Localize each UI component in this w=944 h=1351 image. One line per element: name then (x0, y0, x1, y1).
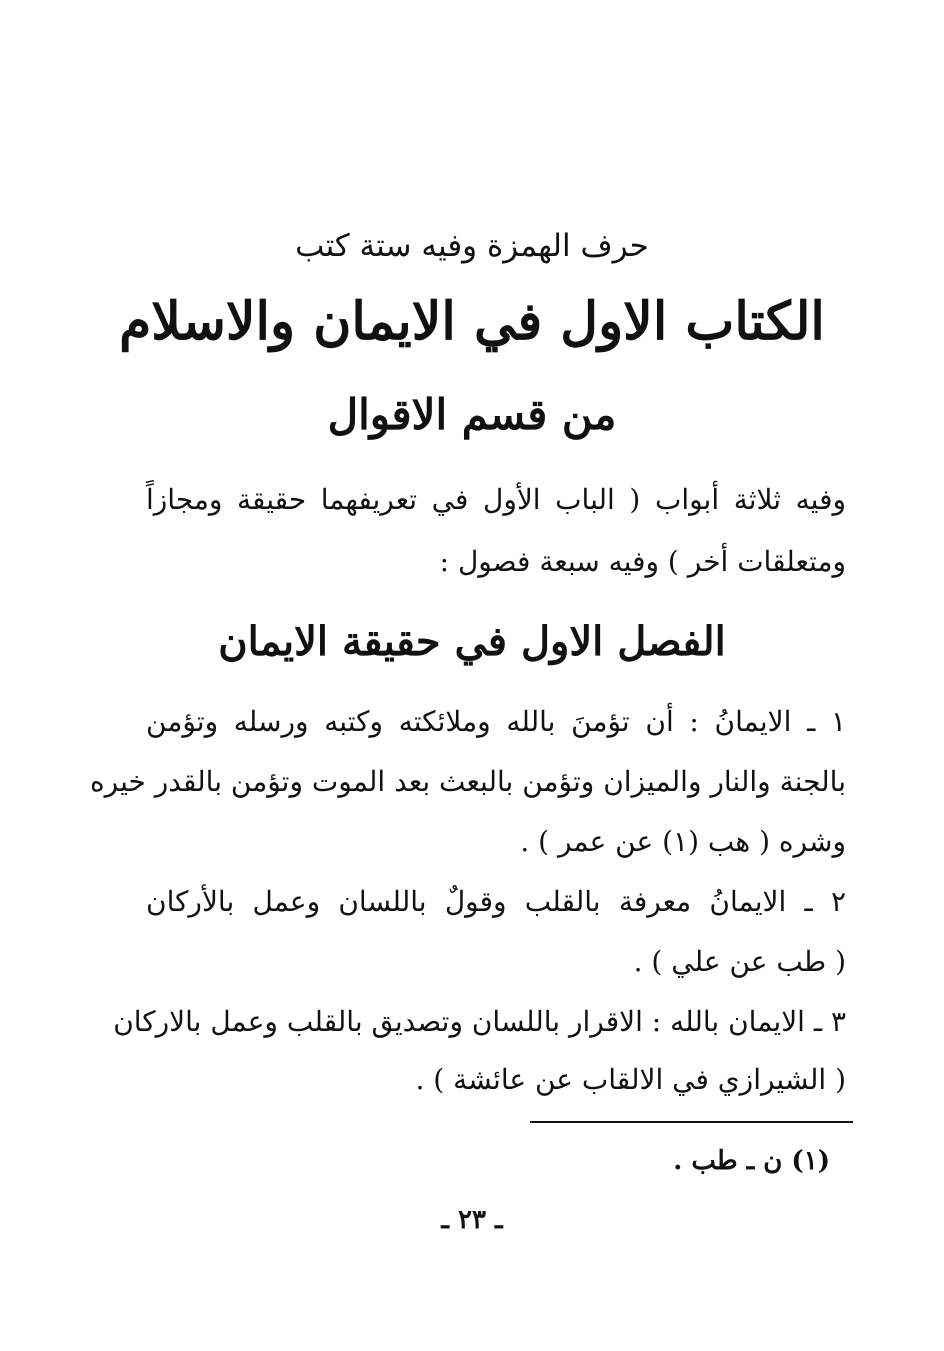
item-1-line-1: ١ ـ الايمانُ : أن تؤمنَ بالله وملائكته وكتبه ورسله وتؤمن (146, 705, 846, 738)
letter-subtitle: حرف الهمزة وفيه ستة كتب (295, 228, 649, 264)
intro-line-1: وفيه ثلاثة أبواب ( الباب الأول في تعريفهما حقيقة ومجازاً (146, 483, 846, 516)
footnote-divider (530, 1121, 853, 1123)
chapter-heading: الفصل الاول في حقيقة الايمان (218, 618, 726, 665)
item-3-line-1: ٣ ـ الايمان بالله : الاقرار باللسان وتصديق بالقلب وعمل بالاركان (113, 1005, 846, 1038)
item-1-line-2: بالجنة والنار والميزان وتؤمن بالبعث بعد الموت وتؤمن بالقدر خيره (89, 765, 846, 798)
page-number: ـ ٢٣ ـ (441, 1205, 503, 1235)
footnote: (١) ن ـ طب . (673, 1146, 830, 1176)
book-title: الكتاب الاول في الايمان والاسلام (119, 291, 825, 352)
item-2-line-1: ٢ ـ الايمانُ معرفة بالقلب وقولٌ باللسان وعمل بالأركان (146, 885, 846, 918)
item-2-line-2: ( طب عن علي ) . (633, 945, 846, 978)
section-heading: من قسم الاقوال (327, 390, 617, 439)
intro-line-2: ومتعلقات أخر ) وفيه سبعة فصول : (439, 545, 846, 578)
item-3-line-2: ( الشيرازي في الالقاب عن عائشة ) . (415, 1063, 846, 1096)
item-1-line-3: وشره ( هب (١) عن عمر ) . (520, 825, 846, 858)
